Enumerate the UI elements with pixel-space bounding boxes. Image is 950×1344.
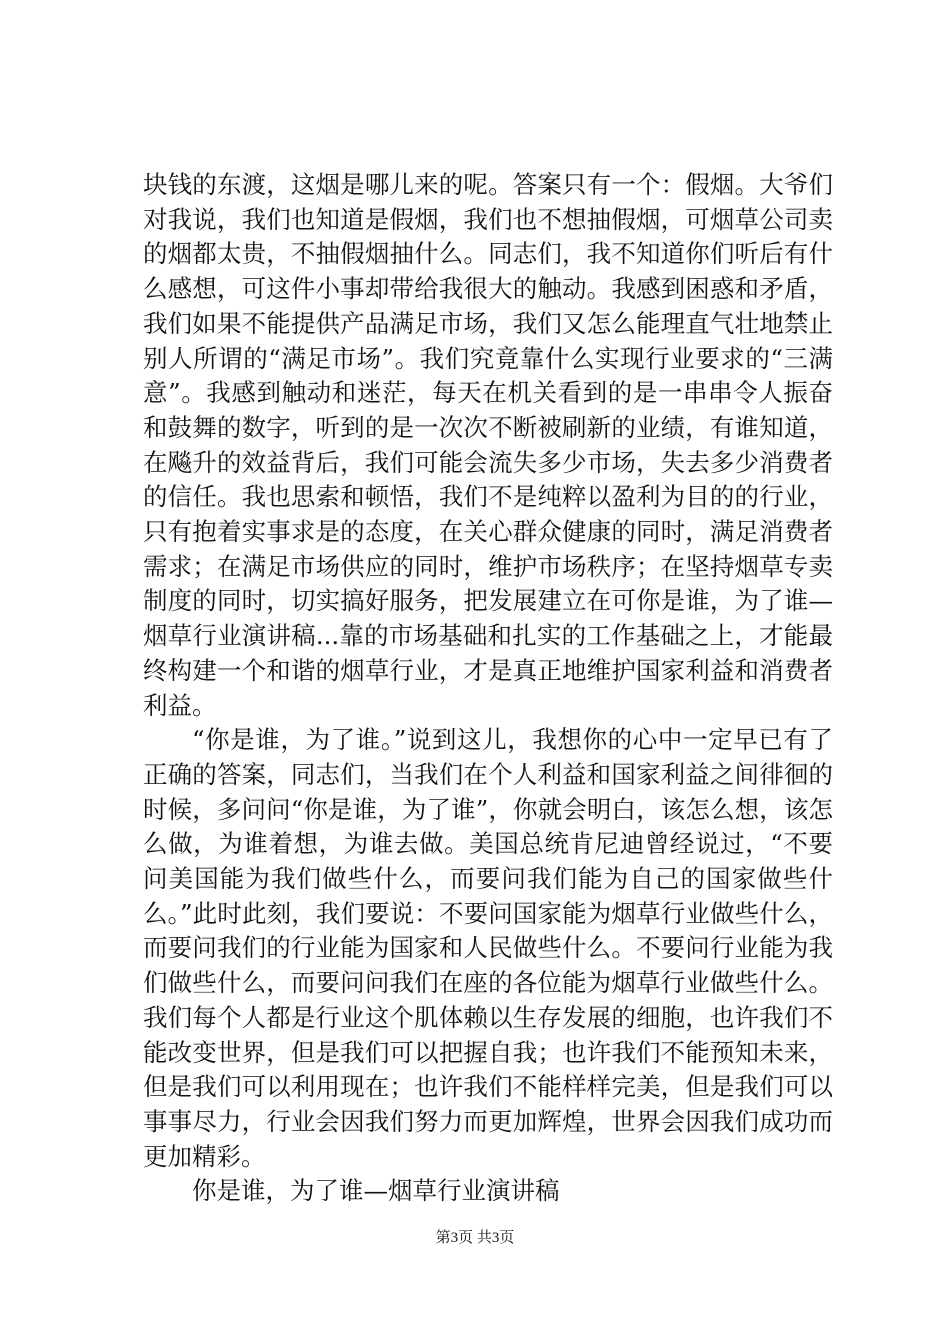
paragraph-3-title: 你是谁，为了谁—烟草行业演讲稿 — [192, 1176, 560, 1206]
page-footer: 第3页 共3页 — [435, 1230, 515, 1246]
paragraph-2: “你是谁，为了谁。”说到这儿，我想你的心中一定早已有了正确的答案，同志们，当我们在个人利益和国家利益之间徘徊的时候，多问问“你是谁，为了谁”，你就会明白，该怎么想，该怎么做，为谁着想，为谁去做。美国总统肯尼迪曾经说过，“不要问美国能为我们做些什么，而要问我们能为自己的国家做些什么。”此时此刻，我们要说：不要问国家能为烟草行业做些什么，而要问我们的行业能为国家和人民做些什么。不要问行业能为我们做些什么，而要问问我们在座的各位能为烟草行业做些什么。我们每个人都是行业这个肌体赖以生存发展的细胞，也许我们不能改变世界，但是我们可以把握自我；也许我们不能预知未来，但是我们可以利用现在；也许我们不能样样完美，但是我们可以事事尽力，行业会因我们努力而更加辉煌，世界会因我们成功而更加精彩。 — [143, 725, 833, 1171]
document-body — [143, 168, 833, 1209]
paragraph-1: 块钱的东渡，这烟是哪儿来的呢。答案只有一个：假烟。大爷们对我说，我们也知道是假烟，我们也不想抽假烟，可烟草公司卖的烟都太贵，不抽假烟抽什么。同志们，我不知道你们听后有什么感想，可这件小事却带给我很大的触动。我感到困惑和矛盾，我们如果不能提供产品满足市场，我们又怎么能理直气壮地禁止别人所谓的“满足市场”。我们究竟靠什么实现行业要求的“三满意”。我感到触动和迷茫，每天在机关看到的是一串串令人振奋和鼓舞的数字，听到的是一次次不断被刷新的业绩，有谁知道，在飚升的效益背后，我们可能会流失多少市场，失去多少消费者的信任。我也思索和顿悟，我们不是纯粹以盈利为目的的行业，只有抱着实事求是的态度，在关心群众健康的同时，满足消费者需求；在满足市场供应的同时，维护市场秩序；在坚持烟草专卖制度的同时，切实搞好服务，把发展建立在可你是谁，为了谁—烟草行业演讲稿...靠的市场基础和扎实的工作基础之上，才能最终构建一个和谐的烟草行业，才是真正地维护国家利益和消费者利益。 — [143, 170, 833, 720]
